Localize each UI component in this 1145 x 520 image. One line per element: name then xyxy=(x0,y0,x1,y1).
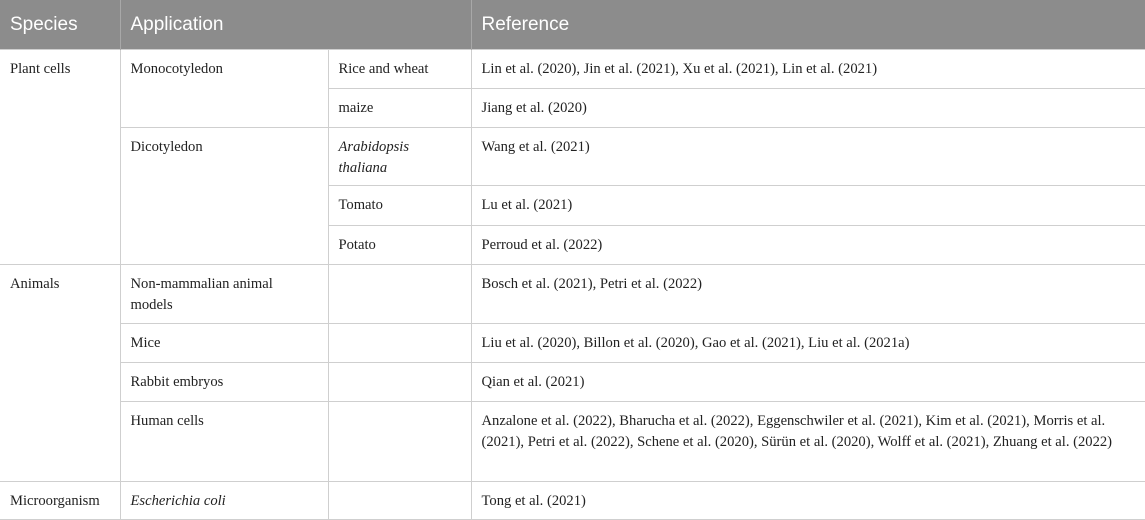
subtype-cell: maize xyxy=(328,89,471,128)
reference-cell: Anzalone et al. (2022), Bharucha et al. (2022), Eggenschwiler et al. (2021), Kim et al. (2021), Morris et al. (2021), Petri et al. (2022), Schene et al. (2020), Sürün et al. (2020), Wolff et al. (2021), Zhuang et al. (2022) xyxy=(471,402,1145,482)
species-cell: Plant cells xyxy=(0,50,120,265)
reference-cell: Liu et al. (2020), Billon et al. (2020), Gao et al. (2021), Liu et al. (2021a) xyxy=(471,324,1145,363)
table-row xyxy=(0,402,1145,482)
application-cell: Mice xyxy=(120,324,328,363)
reference-cell: Perroud et al. (2022) xyxy=(471,226,1145,265)
reference-cell: Lin et al. (2020), Jin et al. (2021), Xu et al. (2021), Lin et al. (2021) xyxy=(471,50,1145,89)
subtype-cell xyxy=(328,363,471,402)
species-cell: Animals xyxy=(0,265,120,482)
table-row xyxy=(0,324,1145,363)
reference-cell: Wang et al. (2021) xyxy=(471,128,1145,186)
application-cell: Rabbit embryos xyxy=(120,363,328,402)
subtype-cell: Potato xyxy=(328,226,471,265)
table-row xyxy=(0,363,1145,402)
subtype-cell xyxy=(328,482,471,520)
header-application: Application xyxy=(120,0,471,50)
application-cell: Escherichia coli xyxy=(120,482,328,520)
subtype-cell xyxy=(328,402,471,482)
subtype-cell: Rice and wheat xyxy=(328,50,471,89)
header-reference: Reference xyxy=(471,0,1145,50)
subtype-cell: Arabidopsis thaliana xyxy=(328,128,471,186)
subtype-cell xyxy=(328,265,471,324)
table-row xyxy=(0,128,1145,186)
application-cell: Monocotyledon xyxy=(120,50,328,128)
application-cell: Dicotyledon xyxy=(120,128,328,265)
application-cell: Human cells xyxy=(120,402,328,482)
table-header xyxy=(0,0,1145,50)
reference-cell: Qian et al. (2021) xyxy=(471,363,1145,402)
reference-cell: Jiang et al. (2020) xyxy=(471,89,1145,128)
table-row xyxy=(0,265,1145,324)
table-row xyxy=(0,50,1145,89)
reference-cell: Bosch et al. (2021), Petri et al. (2022) xyxy=(471,265,1145,324)
application-cell: Non-mammalian animal models xyxy=(120,265,328,324)
header-species: Species xyxy=(0,0,120,50)
table-row xyxy=(0,482,1145,520)
subtype-cell: Tomato xyxy=(328,186,471,226)
species-cell: Microorganism xyxy=(0,482,120,520)
subtype-cell xyxy=(328,324,471,363)
reference-cell: Lu et al. (2021) xyxy=(471,186,1145,226)
reference-cell: Tong et al. (2021) xyxy=(471,482,1145,520)
